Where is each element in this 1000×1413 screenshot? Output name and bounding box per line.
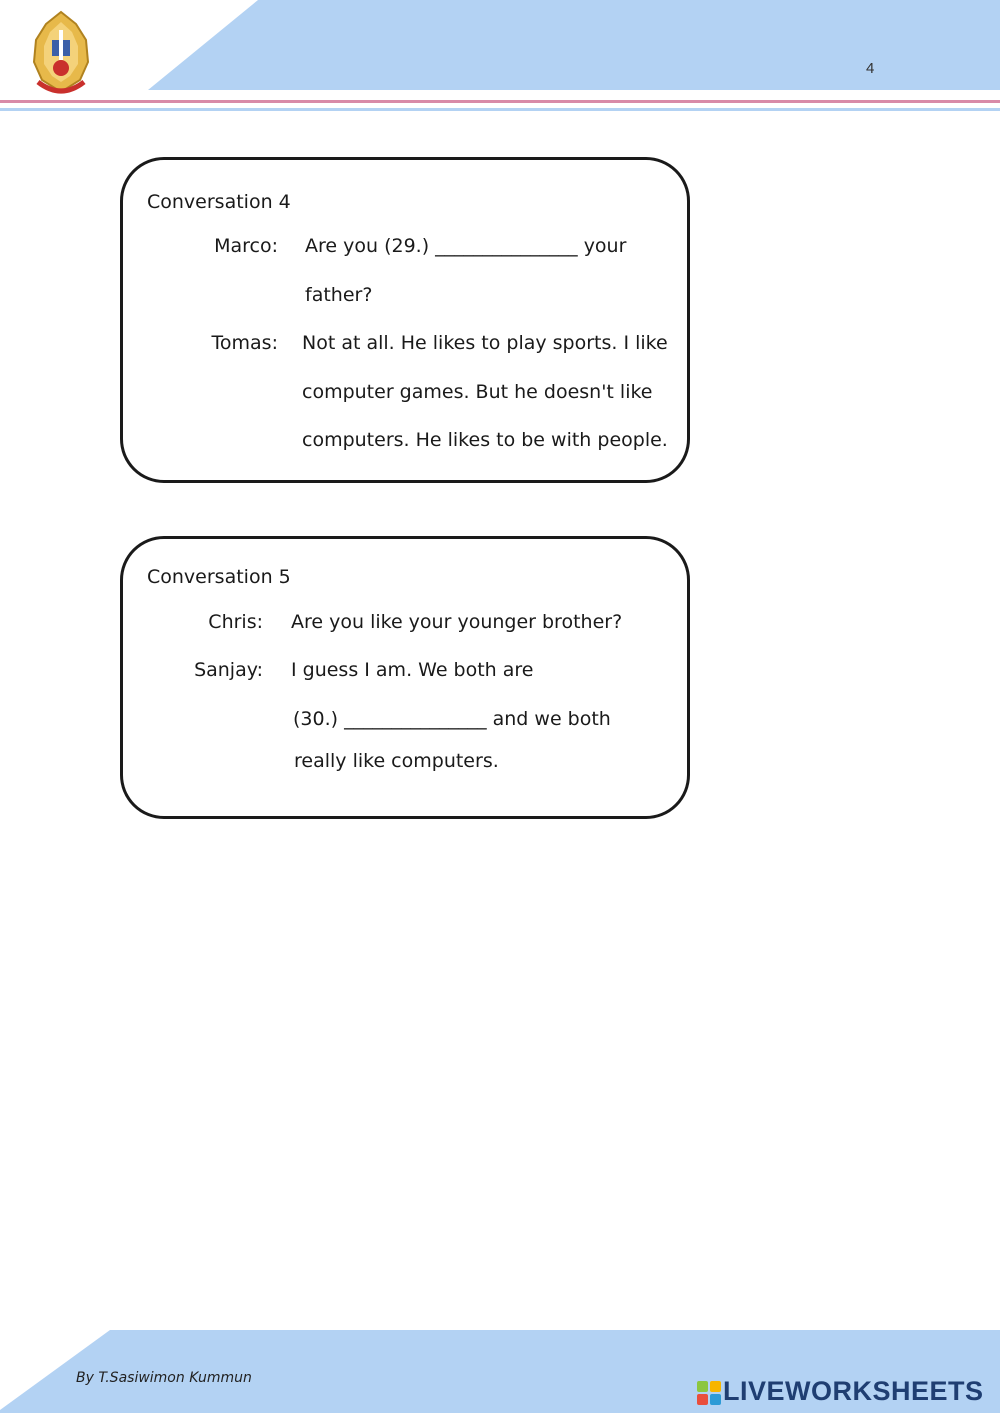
conversation-4-title: Conversation 4 — [147, 191, 291, 213]
header-band — [0, 0, 1000, 120]
conversation-5-title: Conversation 5 — [147, 566, 291, 588]
marco-line-1: Are you (29.) _______________ your — [305, 235, 627, 257]
marco-line-2: father? — [305, 284, 373, 306]
conversation-4-box — [120, 157, 690, 483]
school-crest-logo — [30, 10, 92, 96]
sanjay-line-1: I guess I am. We both are — [291, 659, 534, 681]
speaker-sanjay: Sanjay: — [194, 659, 263, 681]
page-number: 4 — [866, 60, 875, 77]
author-credit: By T.Sasiwimon Kummun — [76, 1370, 252, 1386]
speaker-chris: Chris: — [208, 611, 263, 633]
sanjay-line-2: (30.) _______________ and we both — [293, 708, 611, 730]
speaker-marco: Marco: — [214, 235, 278, 257]
liveworksheets-mark-icon — [697, 1381, 721, 1405]
speaker-tomas: Tomas: — [211, 332, 278, 354]
liveworksheets-brand-text: LIVEWORKSHEETS — [723, 1376, 984, 1406]
tomas-line-3: computers. He likes to be with people. — [302, 429, 668, 451]
tomas-line-1: Not at all. He likes to play sports. I like — [302, 332, 668, 354]
tomas-line-2: computer games. But he doesn't like — [302, 381, 653, 403]
chris-line-1: Are you like your younger brother? — [291, 611, 623, 633]
conversation-5-box — [120, 536, 690, 819]
sanjay-line-3: really like computers. — [294, 750, 499, 772]
